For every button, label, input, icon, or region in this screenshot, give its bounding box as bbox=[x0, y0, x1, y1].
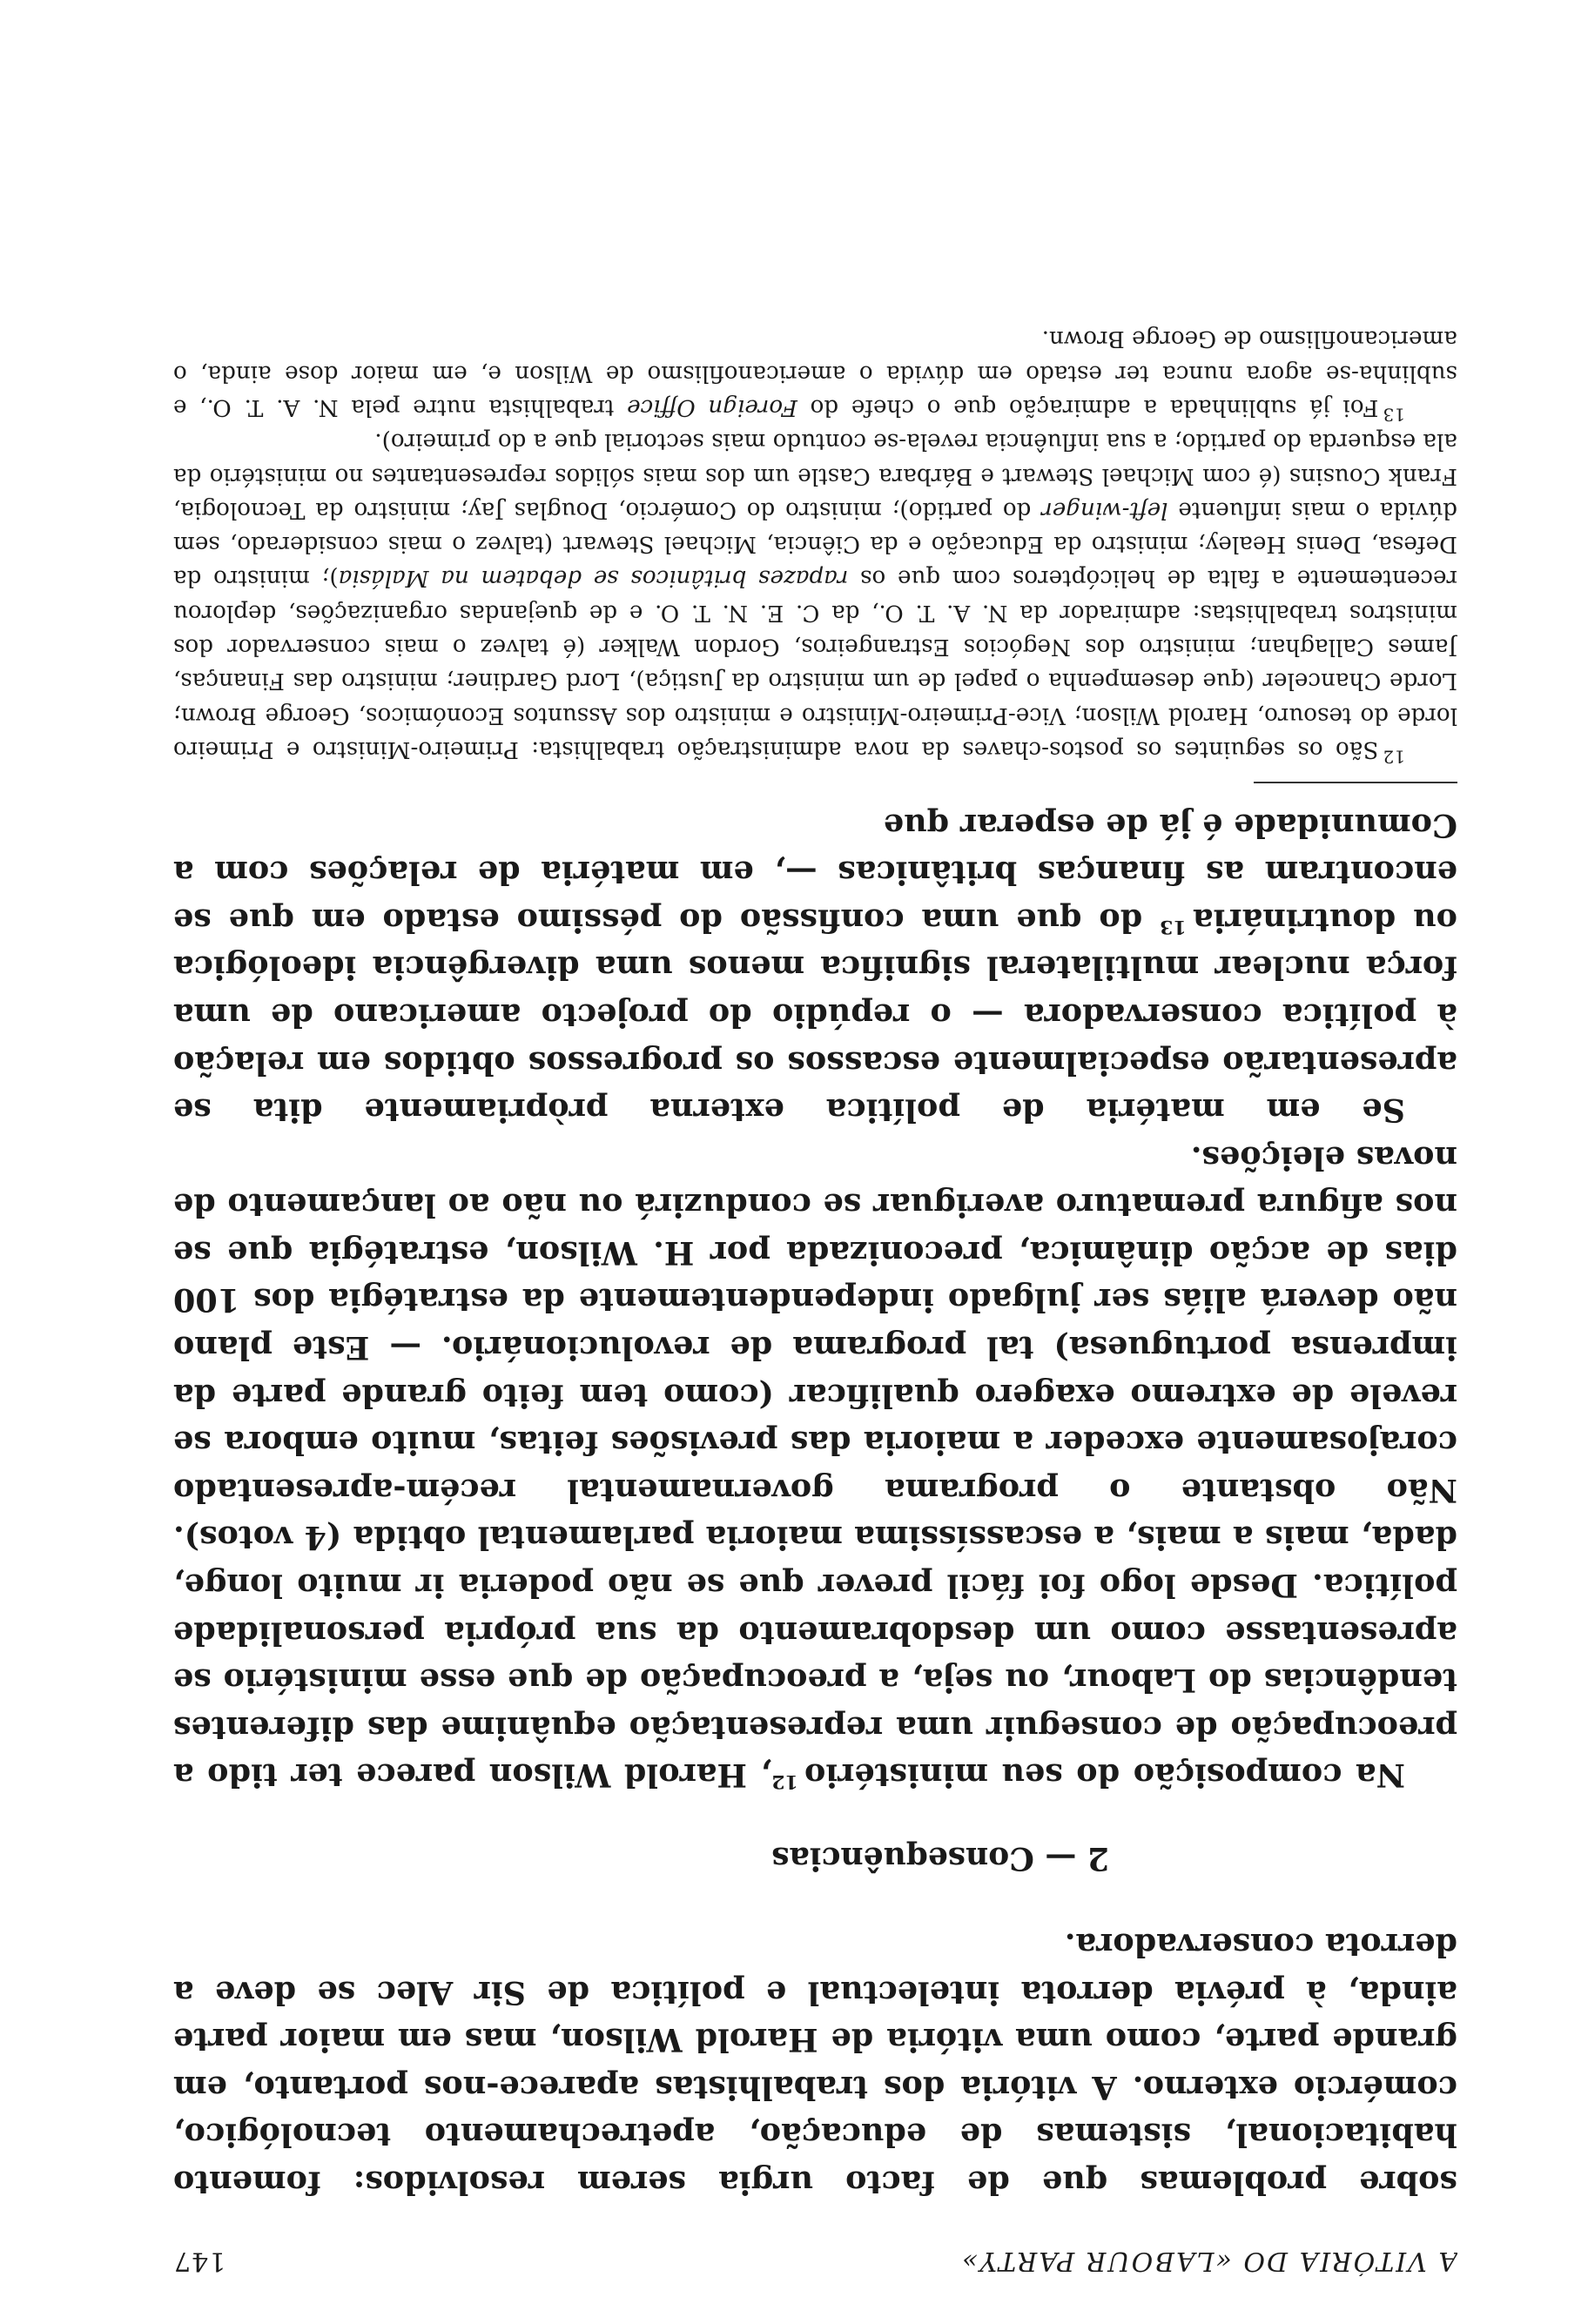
footnote-divider bbox=[1254, 782, 1457, 783]
footnote-12-text: São os seguintes os postos-chaves da nova administração trabalhista: Primeiro-Ministro e Primeiro lorde do tesouro, Harold Wilson; Vice-Primeiro-Ministro e ministro dos Assuntos Económicos, George Brown; Lorde Chanceler (que desempenha o papel de um ministro da Justiça), Lord Gardiner; ministro das Finanças, James Callaghan; ministro dos Negócios Estrangeiros, Gordon Walker (é talvez o mais conservador dos ministros trabalhistas: admirador da N. A. T. O., da C. E. N. T. O. e de quejandas organizações, deplorou recentemente a falta de helicópteros com que os bbox=[173, 565, 1457, 762]
footnote-13-text-2: trabalhista nutre pela N. A. T. O., e sublinha-se agora nunca ter estado em dúvida o americanofilismo de Wilson e, em maior dose ainda, o americanofilismo de George Brown. bbox=[173, 326, 1457, 420]
footnote-13 bbox=[173, 321, 1457, 424]
footnote-12-text-3: do partido); ministro do Comércio, Douglas Jay; ministro da Tecnologia, Frank Cousins (é com Michael Stewart e Bárbara Castle um dos mais sólidos representantes no ministério da ala esquerda do partido; a sua influência revela-se contudo mais sectorial que a do primeiro). bbox=[173, 428, 1457, 523]
running-header bbox=[173, 2246, 1457, 2276]
footnote-12 bbox=[173, 424, 1457, 766]
running-title: A VITÓRIA DO «LABOUR PARTY» bbox=[959, 2246, 1457, 2276]
page-content bbox=[173, 65, 1457, 2276]
footnote-12-marker: 12 bbox=[1383, 746, 1405, 768]
paragraph-composition bbox=[173, 1133, 1457, 1798]
footnote-12-italic-2: left-winger bbox=[1041, 496, 1168, 523]
footnote-12-text-2: ); ministro da Defesa, Denis Healey; ministro da Educação e da Ciência, Michael Stewart (talvez o mais considerado, sem dúvida o mais influente bbox=[173, 496, 1457, 592]
footnote-13-text: Foi já sublinhada a admiração que o chefe do bbox=[797, 394, 1379, 420]
paragraph-foreign-policy-start: Se em matéria de política externa pròpriamente dita se apresentarão especialmente escassos os progressos obtidos em relação à política conservadora — o repúdio do projecto americano de uma força nuclear multilateral significa menos uma divergência ideológica ou doutrinária bbox=[173, 901, 1457, 1130]
footnote-ref-12[interactable]: 12 bbox=[771, 1770, 798, 1794]
section-heading: 2 — Consequências bbox=[771, 1840, 1109, 1877]
paragraph-foreign-policy-rest: do que uma confissão do péssimo estado em que se encontram as finanças britânicas —, em matéria de relações com a Comunidade é já de esperar que bbox=[173, 806, 1457, 939]
footnote-13-marker: 13 bbox=[1383, 404, 1405, 426]
footnote-13-italic: Foreign Office bbox=[627, 394, 797, 420]
paragraph-composition-start: Na composição do seu ministério bbox=[804, 1756, 1405, 1795]
page-number: 147 bbox=[173, 2246, 226, 2276]
paragraph-foreign-policy bbox=[173, 801, 1457, 1133]
footnote-12-italic-1: rapazes britânicos se debatem na Malásia bbox=[338, 565, 849, 592]
paragraph-composition-rest: , Harold Wilson parece ter tido a preocupação de conseguir uma representação equânime das diferentes tendências do Labour, ou seja, a preocupação de que esse ministério se apresentasse como um desdobramento da sua própria personalidade política. Desde logo foi fácil prever que se não poderia ir muito longe, dada, mais a mais, a escassíssima maioria parlamental obtida (4 votos). Não obstante o programa governamental recém-apresentado corajosamente exceder a maioria das previsões feitas, muito embora se revele de extremo exagero qualificar (como tem feito grande parte da imprensa portuguesa) tal programa de revolucionário. — Este plano não deverá aliás ser julgado independentemente da estratégia dos 100 dias de acção dinâmica, preconizada por H. Wilson, estratégia que se nos afigura prematuro averiguar se conduzirá ou não ao lançamento de novas eleições. bbox=[173, 1138, 1457, 1795]
paragraph-continuation: sobre problemas que de facto urgia serem resolvidos: fomento habitacional, sistemas de educação, apetrechamento tecnológico, comércio externo. A vitória dos trabalhistas aparece-nos portanto, em grande parte, como uma vitória de Harold Wilson, mas em maior parte ainda, à prévia derrota intelectual e política de Sir Alec se deve a derrota conservadora. bbox=[173, 1926, 1457, 2201]
footnote-ref-13[interactable]: 13 bbox=[1160, 915, 1187, 938]
